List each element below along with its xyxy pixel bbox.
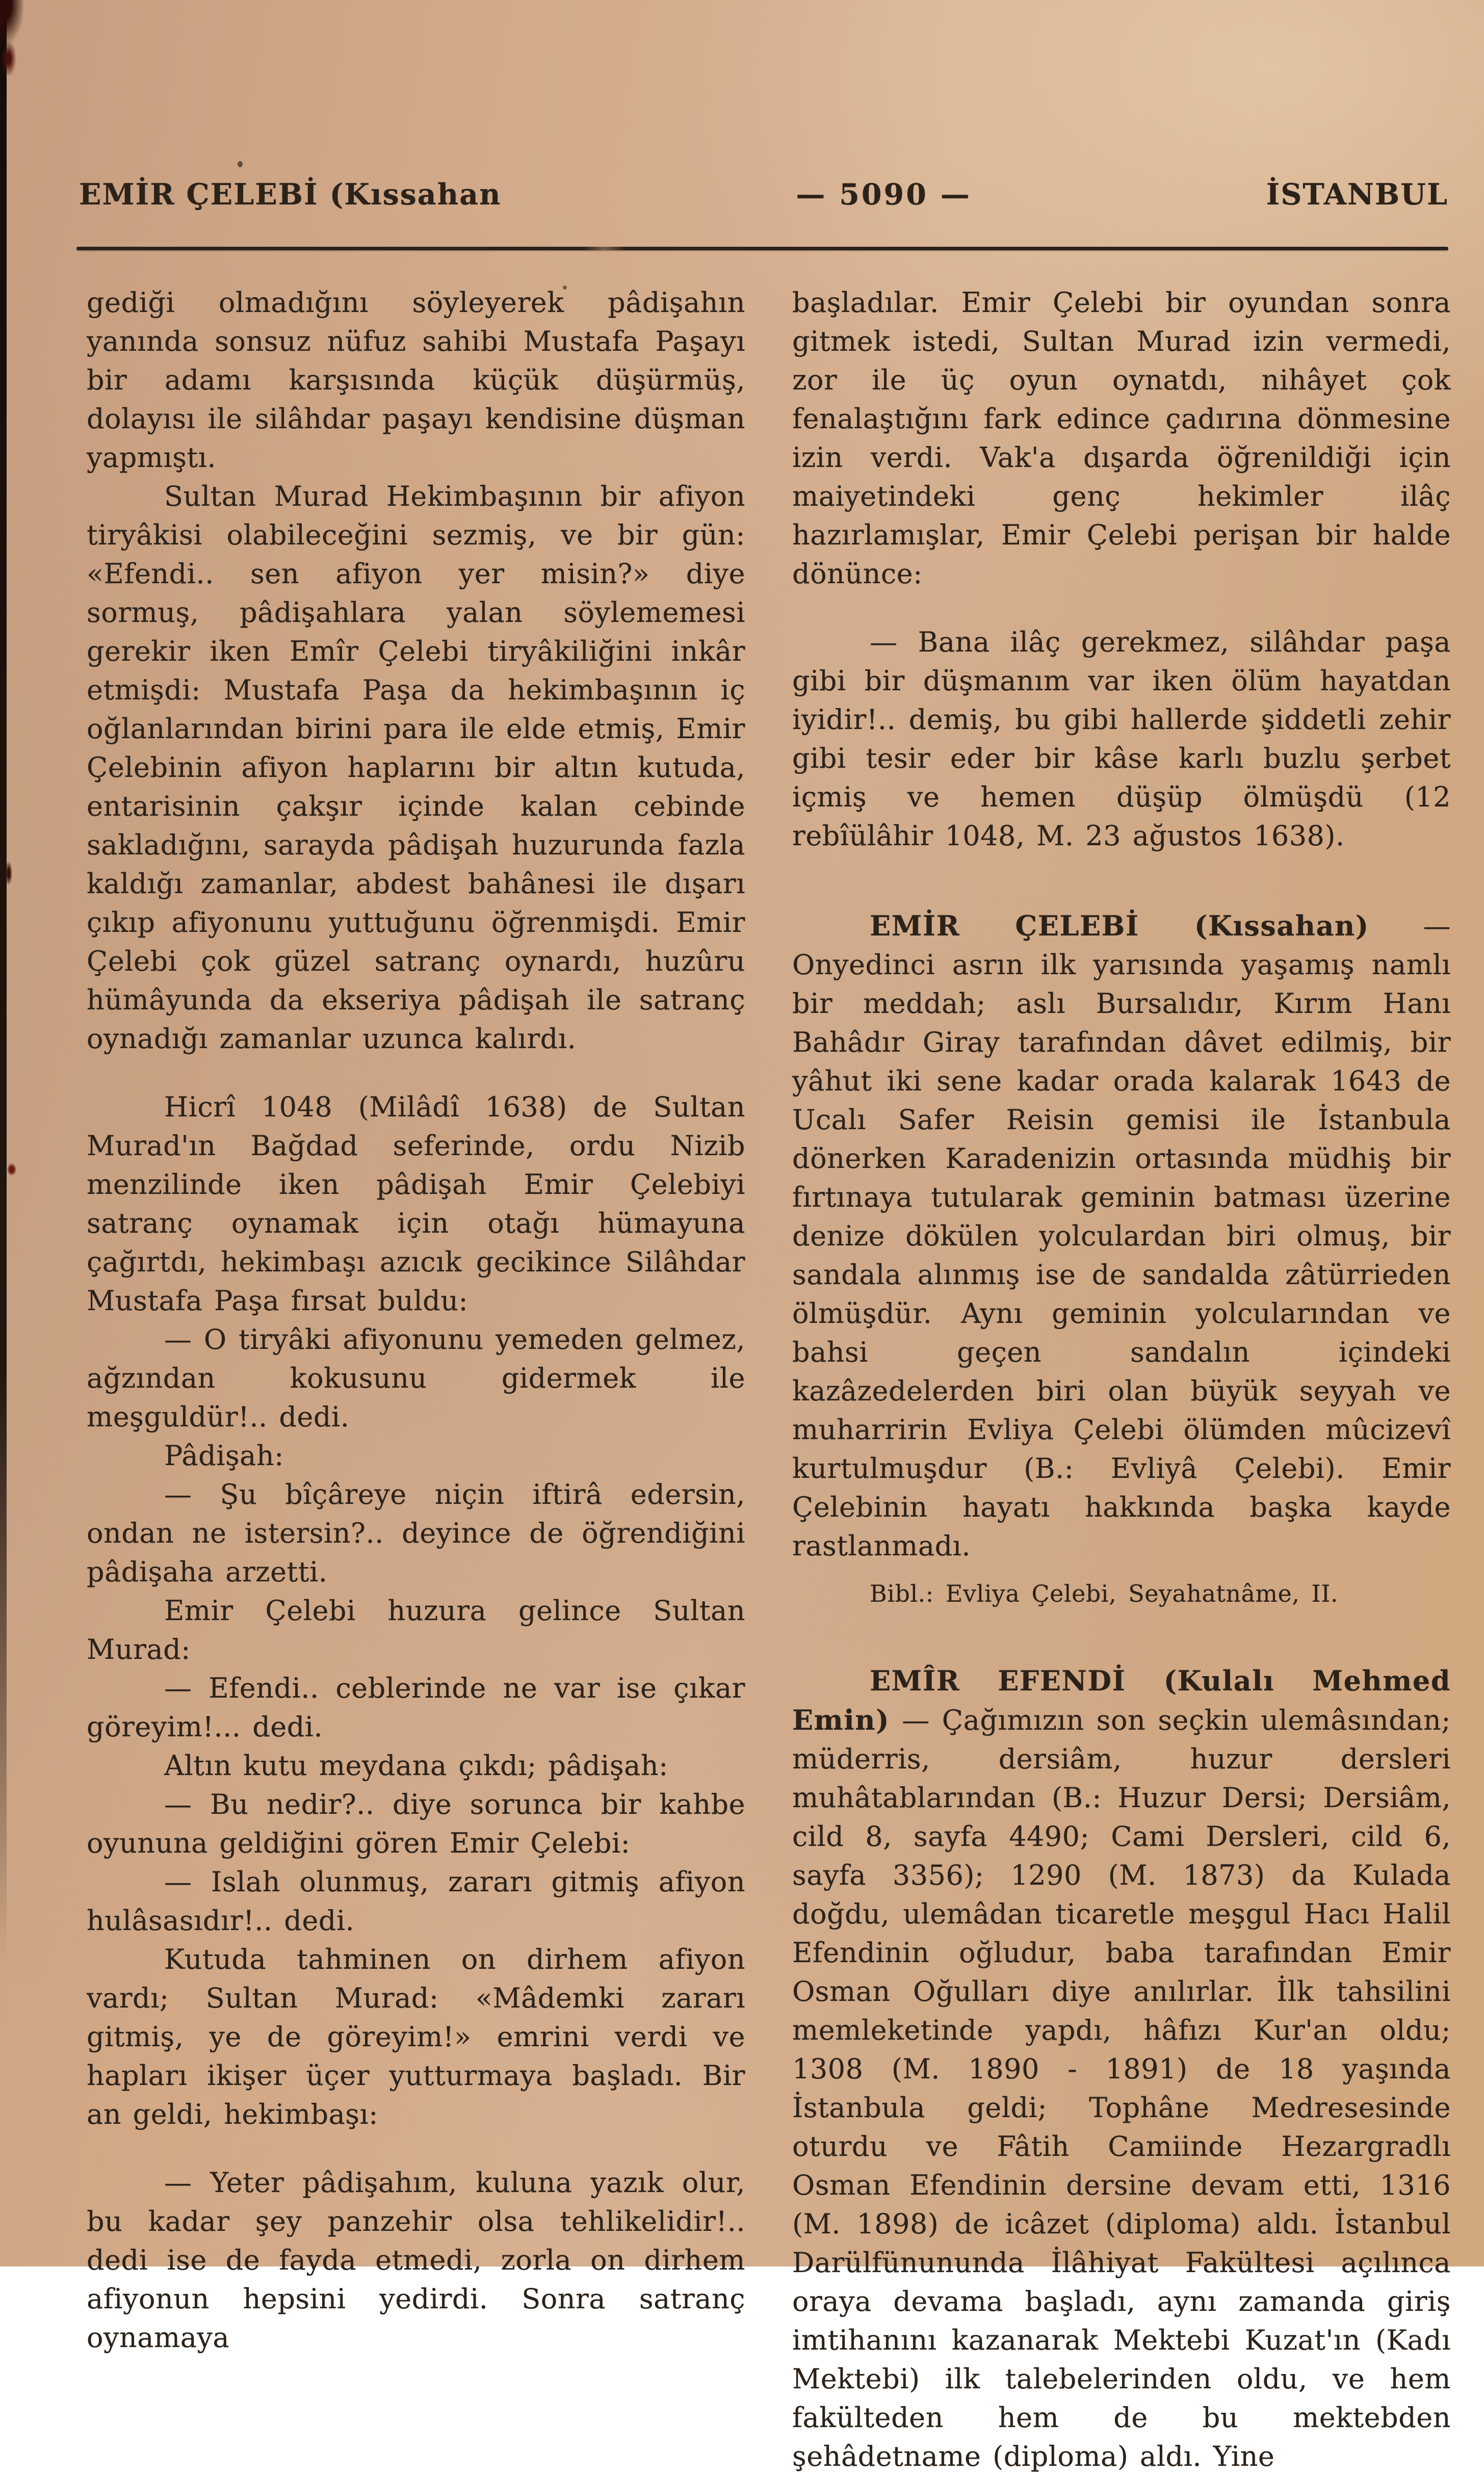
scan-artifact-speck <box>7 1163 16 1176</box>
article-heading: EMÎR EFENDİ (Kulalı Mehmed Emin) <box>792 1664 1451 1736</box>
paragraph: başladılar. Emir Çelebi bir oyundan sonra gitmek istedi, Sultan Murad izin vermedi, zor ile üç oyun oynatdı, nihâyet çok fenalaştığını fark edince çadırına dönmesine izin verdi. Vak'a dışarda öğrenildiği için maiyetindeki genç hekimler ilâç hazırlamışlar, Emir Çelebi perişan bir halde dönünce: <box>792 286 1451 590</box>
paragraph: Altın kutu meydana çıkdı; pâdişah: <box>164 1750 668 1782</box>
bibliography-line: Bibl.: Evliya Çelebi, Seyahatnâme, II. <box>870 1580 1338 1607</box>
paragraph: gediği olmadığını söyleyerek pâdişahın yanında sonsuz nüfuz sahibi Mustafa Paşayı bir adamı karşısında küçük düşürmüş, dolayısı ile silâhdar paşayı kendisine düşman yapmıştı. <box>87 286 745 474</box>
text-columns <box>87 283 1451 2476</box>
paragraph: Pâdişah: <box>164 1440 284 1472</box>
scan-artifact-corner-blot <box>0 0 23 45</box>
paragraph: Kutuda tahminen on dirhem afiyon vardı; Sultan Murad: «Mâdemki zararı gitmiş, ye de göreyim!» emrini verdi ve hapları ikişer üçer yutturmaya başladı. Bir an geldi, hekimbaşı: <box>87 1943 745 2130</box>
running-head <box>79 177 1448 212</box>
paragraph: Emir Çelebi huzura gelince Sultan Murad: <box>87 1595 745 1665</box>
running-head-volume-title: İSTANBUL <box>1266 177 1448 212</box>
article-paragraph: EMÎR EFENDİ (Kulalı Mehmed Emin) — Çağımızın son seçkin ulemâsından; müderris, dersiâm, huzur dersleri muhâtablarından (B.: Huzur Dersi; Dersiâm, cild 8, sayfa 4490; Cami Dersleri, cild 6, sayfa 3356); 1290 (M. 1873) da Kulada doğdu, ulemâdan ticaretle meşgul Hacı Halil Efendinin oğludur, baba tarafından Emir Osman Oğulları diye anılırlar. İlk tahsilini memleketinde yapdı, hâfızı Kur'an oldu; 1308 (M. 1890 - 1891) de 18 yaşında İstanbula geldi; Tophâne Medresesinde oturdu ve Fâtih Camiinde Hezargradlı Osman Efendinin dersine devam etti, 1316 (M. 1898) de icâzet (diploma) aldı. İstanbul Darülfünununda İlâhiyat Fakültesi açılınca oraya devama başladı, aynı zamanda giriş imtihanını kazanarak Mektebi Kuzat'ın (Kadı Mektebi) ilk talebelerinden oldu, ve hem fakülteden hem de bu mektebden şehâdetname (diploma) aldı. Yine <box>792 1664 1451 2472</box>
page-number: — 5090 — <box>796 177 972 212</box>
header-rule <box>76 247 1448 250</box>
scan-artifact-corner-blot <box>1 41 16 76</box>
paragraph: — Efendi.. ceblerinde ne var ise çıkar göreyim!... dedi. <box>87 1672 745 1743</box>
paragraph: — O tiryâki afiyonunu yemeden gelmez, ağzından kokusunu gidermek ile meşguldür!.. dedi. <box>87 1323 745 1433</box>
article-paragraph: EMİR ÇELEBİ (Kıssahan) — Onyedinci asrın ilk yarısında yaşamış namlı bir meddah; aslı Bursalıdır, Kırım Hanı Bahâdır Giray tarafından dâvet edilmiş, bir yâhut iki sene kadar orada kalarak 1643 de Ucalı Safer Reisin gemisi ile İstanbula dönerken Karadenizin ortasında müdhiş bir fırtınaya tutularak geminin batması üzerine denize dökülen yolculardan biri olmuş, bir sandala alınmış ise de sandalda zâtürrieden ölmüşdür. Aynı geminin yolcularından ve bahsi geçen sandalın içindeki kazâzedelerden biri olan büyük seyyah ve muharririn Evliya Çelebi ölümden mûcizevî kurtulmuşdur (B.: Evliyâ Çelebi). Emir Çelebinin hayatı hakkında başka kayde rastlanmadı. <box>792 909 1451 1562</box>
scan-artifact-speck <box>5 862 12 885</box>
paragraph: — Şu bîçâreye niçin iftirâ edersin, ondan ne istersin?.. deyince de öğrendiğini pâdişaha arzetti. <box>87 1478 745 1588</box>
scan-artifact-left-edge <box>0 0 7 1963</box>
paragraph: Hicrî 1048 (Milâdî 1638) de Sultan Murad'ın Bağdad seferinde, ordu Nizib menzilinde iken pâdişah Emir Çelebiyi satranç oynamak için otağı hümayuna çağırtdı, hekimbaşı azıcık gecikince Silâhdar Mustafa Paşa fırsat buldu: <box>87 1091 745 1317</box>
paragraph: — Islah olunmuş, zararı gitmiş afiyon hulâsasıdır!.. dedi. <box>87 1866 745 1937</box>
running-head-article-title: EMİR ÇELEBİ (Kıssahan <box>79 177 502 212</box>
paragraph: — Bu nedir?.. diye sorunca bir kahbe oyununa geldiğini gören Emir Çelebi: <box>87 1788 745 1859</box>
paragraph: — Bana ilâç gerekmez, silâhdar paşa gibi bir düşmanım var iken ölüm hayatdan iyidir!.. demiş, bu gibi hallerde şiddetli zehir gibi tesir eder bir kâse karlı buzlu şerbet içmiş ve hemen düşüp ölmüşdü (12 rebîülâhir 1048, M. 23 ağustos 1638). <box>792 626 1451 852</box>
left-column <box>87 283 745 2476</box>
paragraph: — Yeter pâdişahım, kuluna yazık olur, bu kadar şey panzehir olsa tehlikelidir!.. dedi ise de fayda etmedi, zorla on dirhem afiyonun hepsini yedirdi. Sonra satranç oynamaya <box>87 2167 745 2354</box>
paragraph: Sultan Murad Hekimbaşının bir afiyon tiryâkisi olabileceğini sezmiş, ve bir gün: «Efendi.. sen afiyon yer misin?» diye sormuş, pâdişahlara yalan söylememesi gerekir iken Emîr Çelebi tiryâkiliğini inkâr etmişdi: Mustafa Paşa da hekimbaşının iç oğlanlarından birini para ile elde etmiş, Emir Çelebinin afiyon haplarını bir altın kutuda, entarisinin çakşır içinde kalan cebinde sakladığını, sarayda pâdişah huzurunda fazla kaldığı zamanlar, abdest bahânesi ile dışarı çıkıp afiyonunu yuttuğunu öğrenmişdi. Emir Çelebi çok güzel satranç oynardı, huzûru hümâyunda da ekseriya pâdişah ile satranç oynadığı zamanlar uzunca kalırdı. <box>87 480 745 1055</box>
scan-artifact-speck <box>238 161 243 167</box>
right-column <box>792 283 1451 2476</box>
article-heading: EMİR ÇELEBİ (Kıssahan) <box>870 909 1369 942</box>
